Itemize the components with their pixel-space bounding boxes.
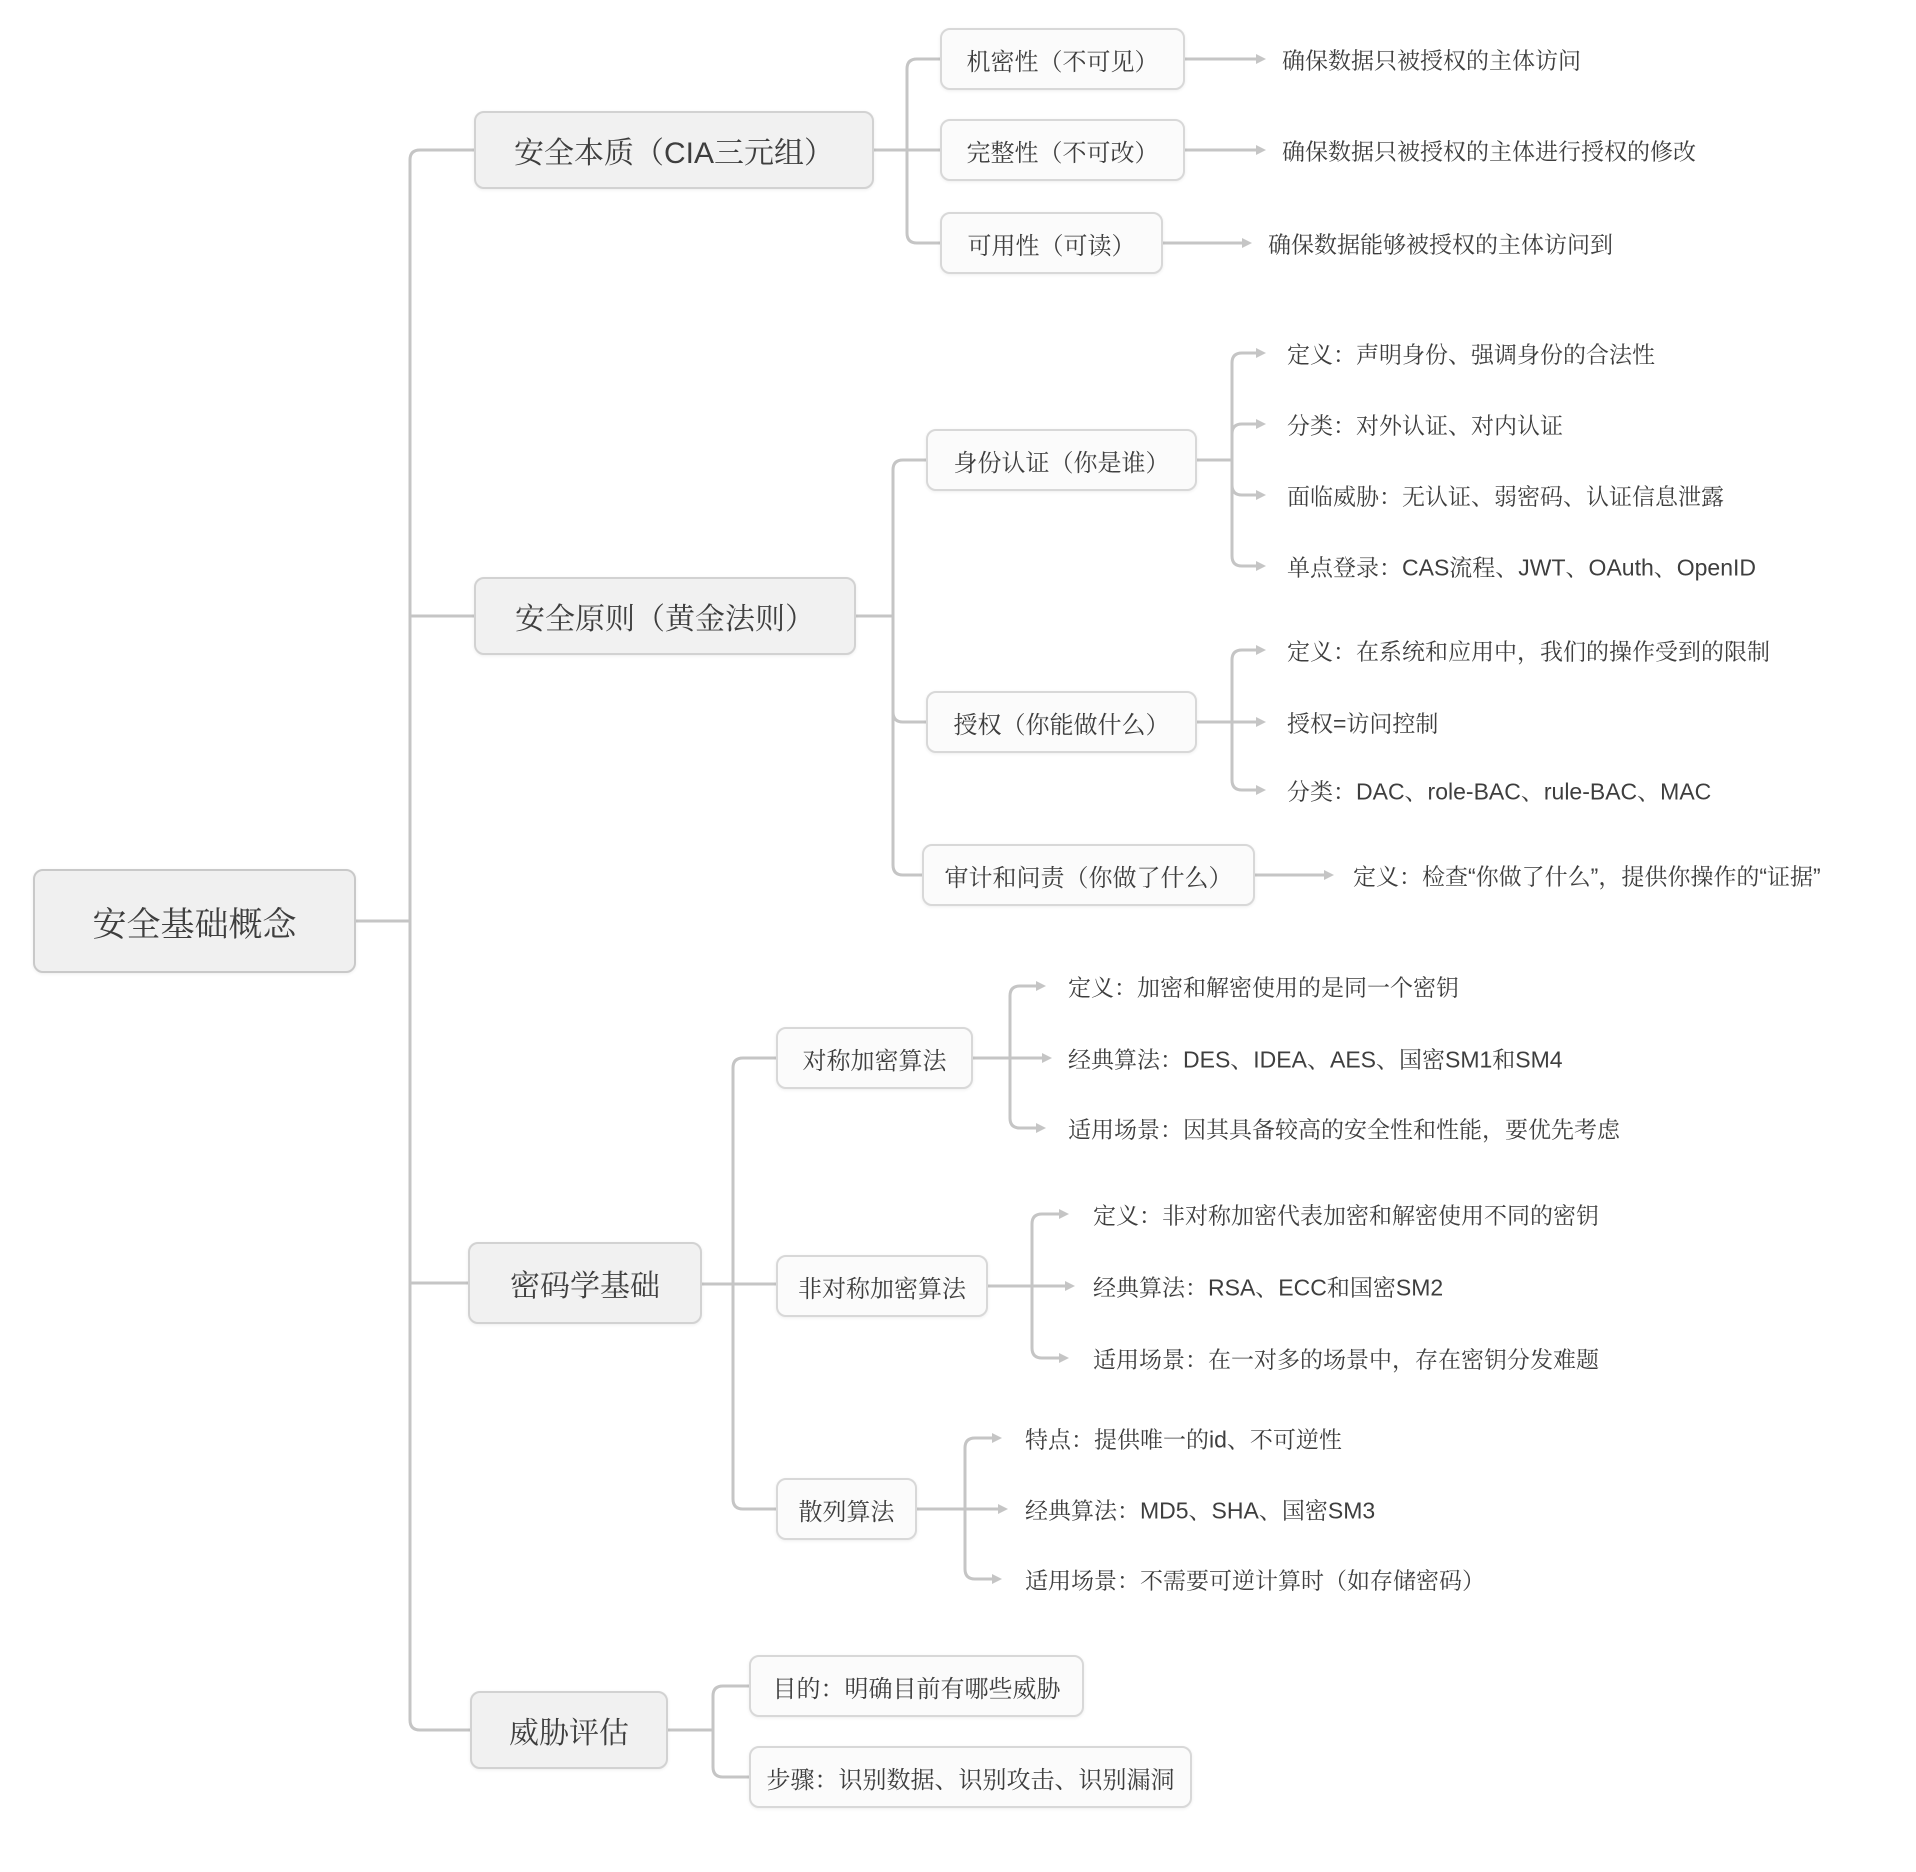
leaf-authn-threats[interactable]: 面临威胁：无认证、弱密码、认证信息泄露 <box>1287 483 1724 510</box>
branch-node-cryptography-basics[interactable]: 密码学基础 <box>468 1242 702 1324</box>
node-audit-accountability[interactable]: 审计和问责（你做了什么） <box>922 844 1255 906</box>
branch-node-threat-assessment[interactable]: 威胁评估 <box>470 1691 668 1769</box>
node-asymmetric-encryption[interactable]: 非对称加密算法 <box>776 1255 988 1317</box>
leaf-hash-algorithms[interactable]: 经典算法：MD5、SHA、国密SM3 <box>1025 1497 1376 1524</box>
leaf-authz-access-control[interactable]: 授权=访问控制 <box>1287 710 1439 737</box>
leaf-audit-definition[interactable]: 定义：检查“你做了什么”，提供你操作的“证据” <box>1353 863 1821 890</box>
leaf-symmetric-algorithms[interactable]: 经典算法：DES、IDEA、AES、国密SM1和SM4 <box>1068 1046 1563 1073</box>
leaf-hash-features[interactable]: 特点：提供唯一的id、不可逆性 <box>1025 1426 1342 1453</box>
root-node[interactable]: 安全基础概念 <box>33 869 356 973</box>
leaf-asymmetric-definition[interactable]: 定义：非对称加密代表加密和解密使用不同的密钥 <box>1093 1202 1599 1229</box>
leaf-authn-sso[interactable]: 单点登录：CAS流程、JWT、OAuth、OpenID <box>1287 554 1757 581</box>
branch-node-security-essence[interactable]: 安全本质（CIA三元组） <box>474 111 874 189</box>
node-authorization[interactable]: 授权（你能做什么） <box>926 691 1197 753</box>
leaf-integrity-desc[interactable]: 确保数据只被授权的主体进行授权的修改 <box>1282 138 1696 165</box>
leaf-authn-definition[interactable]: 定义：声明身份、强调身份的合法性 <box>1287 341 1655 368</box>
leaf-symmetric-definition[interactable]: 定义：加密和解密使用的是同一个密钥 <box>1068 974 1459 1001</box>
leaf-asymmetric-algorithms[interactable]: 经典算法：RSA、ECC和国密SM2 <box>1093 1274 1444 1301</box>
node-threat-purpose[interactable]: 目的：明确目前有哪些威胁 <box>749 1655 1084 1717</box>
node-symmetric-encryption[interactable]: 对称加密算法 <box>776 1027 973 1089</box>
node-integrity[interactable]: 完整性（不可改） <box>940 119 1185 181</box>
leaf-hash-scenarios[interactable]: 适用场景：不需要可逆计算时（如存储密码） <box>1025 1567 1485 1594</box>
branch-node-security-principles[interactable]: 安全原则（黄金法则） <box>474 577 856 655</box>
leaf-availability-desc[interactable]: 确保数据能够被授权的主体访问到 <box>1268 231 1613 258</box>
leaf-authz-definition[interactable]: 定义：在系统和应用中，我们的操作受到的限制 <box>1287 638 1770 665</box>
leaf-confidentiality-desc[interactable]: 确保数据只被授权的主体访问 <box>1282 47 1581 74</box>
leaf-authz-classification[interactable]: 分类：DAC、role-BAC、rule-BAC、MAC <box>1287 778 1712 805</box>
node-availability[interactable]: 可用性（可读） <box>940 212 1163 274</box>
node-hash-algorithm[interactable]: 散列算法 <box>776 1478 917 1540</box>
leaf-authn-classification[interactable]: 分类：对外认证、对内认证 <box>1287 412 1563 439</box>
leaf-asymmetric-scenarios[interactable]: 适用场景：在一对多的场景中，存在密钥分发难题 <box>1093 1346 1599 1373</box>
leaf-symmetric-scenarios[interactable]: 适用场景：因其具备较高的安全性和性能，要优先考虑 <box>1068 1116 1620 1143</box>
node-threat-steps[interactable]: 步骤：识别数据、识别攻击、识别漏洞 <box>749 1746 1192 1808</box>
node-authentication[interactable]: 身份认证（你是谁） <box>926 429 1197 491</box>
node-confidentiality[interactable]: 机密性（不可见） <box>940 28 1185 90</box>
